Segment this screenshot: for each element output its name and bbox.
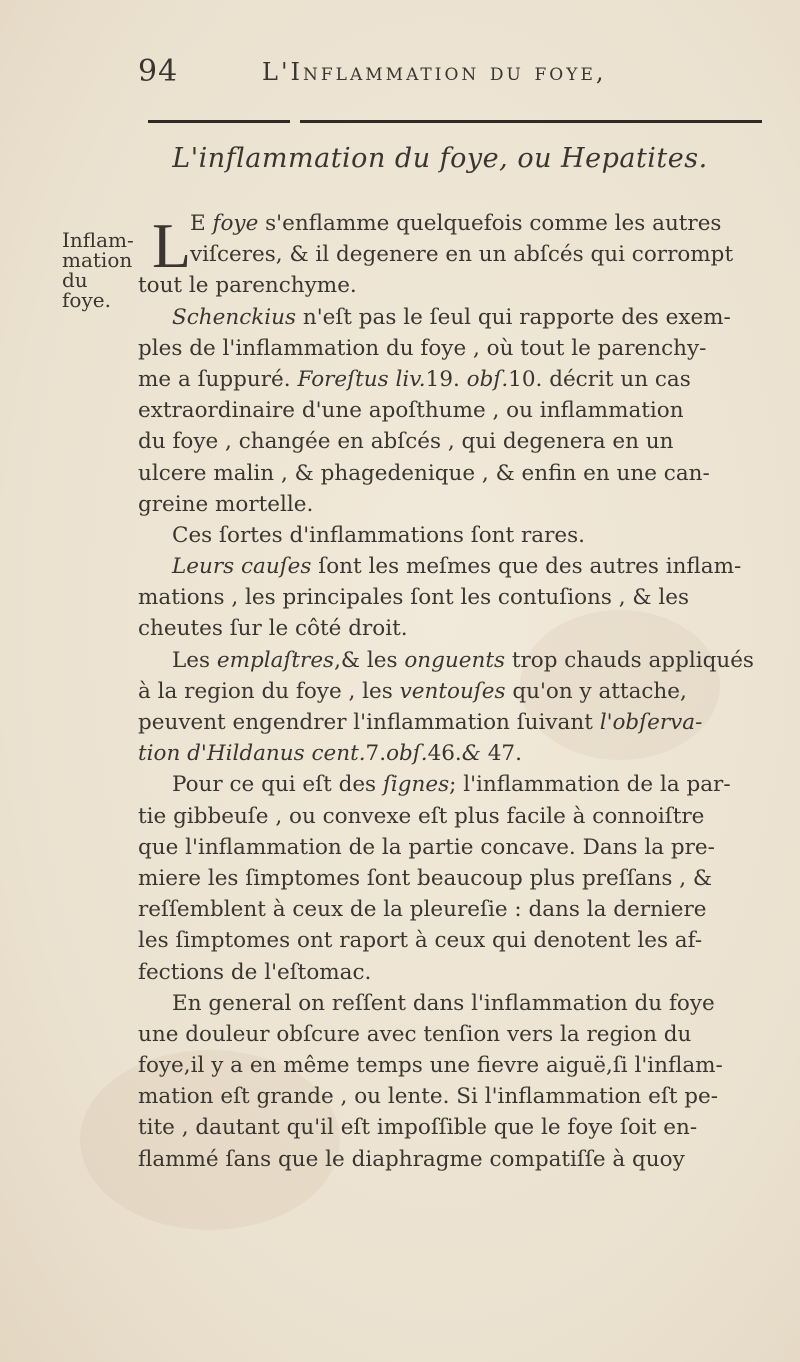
text-segment: à la region du foye , les bbox=[138, 678, 400, 704]
text-segment: E bbox=[190, 211, 213, 236]
text-segment: ventouſes bbox=[399, 678, 506, 704]
text-segment: peuvent engendrer l'inflammation ſuivant bbox=[138, 710, 600, 735]
text-line bbox=[138, 1112, 763, 1143]
text-segment: ; l'inflammation de la par- bbox=[449, 772, 731, 798]
text-line bbox=[138, 925, 763, 956]
text-segment: reſſemblent à ceux de la pleureſie : dans la derniere bbox=[138, 897, 707, 923]
text-line bbox=[138, 1144, 763, 1175]
page-number: 94 bbox=[138, 54, 179, 89]
text-segment: miere les ſimptomes ſont beaucoup plus preſſans , & bbox=[138, 865, 713, 891]
text-segment: n'eſt pas le ſeul qui rapporte des exem- bbox=[296, 304, 731, 330]
text-segment: 10. décrit un cas bbox=[508, 366, 691, 392]
text-segment: s'enflamme quelquefois comme les autres bbox=[258, 211, 722, 236]
text-segment: Pour ce qui eſt des bbox=[172, 772, 383, 798]
text-segment: onguents bbox=[404, 647, 506, 673]
text-segment: ſont les meſmes que des autres inflam- bbox=[311, 554, 742, 580]
text-segment: ſignes bbox=[382, 772, 450, 798]
text-line bbox=[138, 458, 763, 489]
text-line bbox=[138, 489, 763, 520]
text-segment: obſ. bbox=[466, 366, 509, 392]
text-segment: 47. bbox=[480, 741, 522, 767]
header-rule-left bbox=[148, 120, 290, 123]
text-line bbox=[138, 894, 763, 925]
text-segment: greine mortelle. bbox=[138, 491, 314, 517]
text-line bbox=[138, 676, 763, 707]
text-segment: & bbox=[461, 741, 481, 767]
text-segment: tout le parenchyme. bbox=[138, 273, 357, 299]
text-line bbox=[138, 270, 763, 301]
text-segment: Foreſtus liv. bbox=[297, 366, 426, 392]
text-segment: l'obſerva- bbox=[599, 710, 703, 735]
text-segment: En general on reſſent dans l'inflammation du foye bbox=[172, 990, 715, 1016]
page-header bbox=[138, 54, 728, 94]
text-segment: ulcere malin , & phagedenique , & enfin en une can- bbox=[138, 460, 710, 486]
text-line bbox=[138, 520, 763, 551]
text-segment: qu'on y attache, bbox=[505, 678, 687, 704]
text-segment: du foye , changée en abſcés , qui degenera en un bbox=[138, 429, 674, 455]
text-line bbox=[138, 832, 763, 863]
text-segment: une douleur obſcure avec tenſion vers la region du bbox=[138, 1021, 692, 1047]
text-line bbox=[138, 957, 763, 988]
text-segment: emplaſtres bbox=[216, 647, 335, 673]
text-segment: ples de l'inflammation du foye , où tout le parenchy- bbox=[138, 335, 707, 361]
margin-note bbox=[62, 230, 142, 310]
text-segment: cheutes ſur le côté droit. bbox=[138, 616, 408, 642]
text-segment: ,& les bbox=[334, 647, 405, 673]
text-line bbox=[138, 863, 763, 894]
text-line bbox=[138, 582, 763, 613]
margin-note-line: Inflam- bbox=[62, 228, 134, 252]
section-title: L'inflammation du foye, ou Hepatites. bbox=[172, 143, 708, 174]
text-line bbox=[138, 208, 763, 239]
text-line bbox=[138, 426, 763, 457]
margin-note-line: mation bbox=[62, 248, 133, 272]
text-segment: 19. bbox=[425, 366, 467, 392]
text-line bbox=[138, 613, 763, 644]
text-segment: Leurs cauſes bbox=[172, 554, 312, 580]
text-segment: mations , les principales ſont les contuſions , & les bbox=[138, 585, 690, 611]
text-line bbox=[138, 769, 763, 800]
text-segment: 7. bbox=[365, 741, 387, 767]
text-line bbox=[138, 1050, 763, 1081]
text-segment: tion d'Hildanus cent. bbox=[138, 741, 366, 767]
text-segment: 46. bbox=[427, 741, 462, 767]
text-line bbox=[138, 551, 763, 582]
text-segment: tite , dautant qu'il eſt impoſſible que le foye ſoit en- bbox=[138, 1115, 698, 1141]
text-segment: foye,il y a en même temps une fievre aiguë,ſi l'inflam- bbox=[138, 1053, 723, 1079]
text-segment: trop chauds appliqués bbox=[505, 647, 754, 673]
text-segment: Les bbox=[172, 647, 217, 673]
running-head: L'Inflammation du foye, bbox=[262, 58, 607, 86]
text-line bbox=[138, 801, 763, 832]
text-line bbox=[138, 988, 763, 1019]
text-line bbox=[138, 302, 763, 333]
text-segment: obſ. bbox=[386, 741, 428, 767]
text-line bbox=[138, 333, 763, 364]
margin-note-line: du foye. bbox=[62, 268, 111, 312]
header-rule-right bbox=[300, 120, 762, 123]
text-line bbox=[138, 738, 763, 769]
body-text bbox=[138, 208, 763, 1175]
text-segment: foye bbox=[212, 211, 259, 236]
text-line bbox=[138, 364, 763, 395]
text-segment: fections de l'eſtomac. bbox=[138, 959, 372, 985]
text-segment: que l'inflammation de la partie concave. Dans la pre- bbox=[138, 834, 715, 860]
text-segment: les ſimptomes ont raport à ceux qui denotent les af- bbox=[138, 928, 703, 954]
text-segment: flammé ſans que le diaphragme compatiſſe à quoy bbox=[138, 1146, 685, 1172]
text-line bbox=[138, 1081, 763, 1112]
text-line bbox=[138, 645, 763, 676]
text-segment: mation eſt grande , ou lente. Si l'inflammation eſt pe- bbox=[138, 1084, 719, 1110]
text-line bbox=[138, 239, 763, 270]
text-segment: Schenckius bbox=[172, 304, 297, 330]
text-segment: viſceres, & il degenere en un abſcés qui corrompt bbox=[190, 242, 734, 268]
text-segment: me a ſuppuré. bbox=[138, 366, 298, 392]
text-line bbox=[138, 1019, 763, 1050]
text-line bbox=[138, 707, 763, 738]
text-line bbox=[138, 395, 763, 426]
drop-cap: L bbox=[152, 210, 192, 281]
text-segment: Ces ſortes d'inflammations ſont rares. bbox=[172, 522, 585, 548]
text-segment: extraordinaire d'une apoſthume , ou inflammation bbox=[138, 398, 684, 424]
text-segment: tie gibbeuſe , ou convexe eſt plus facile à connoiſtre bbox=[138, 803, 705, 829]
